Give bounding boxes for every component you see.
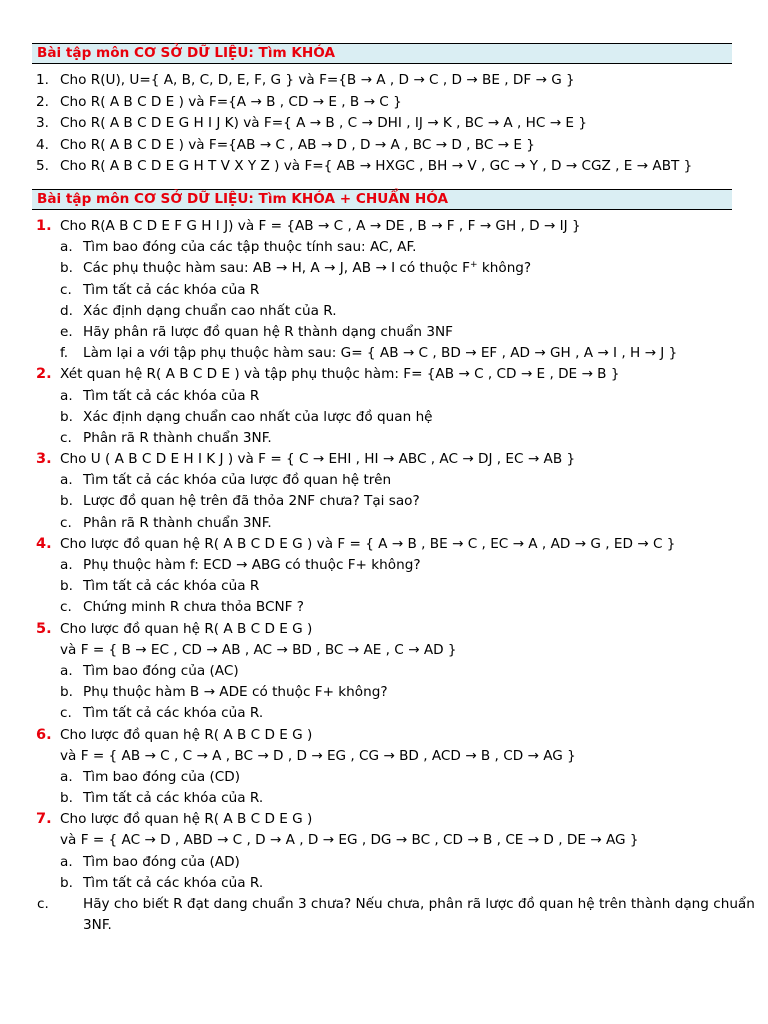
sub-question xyxy=(36,767,760,788)
sub-question-text: Tìm tất cả các khóa của R xyxy=(83,281,260,298)
sub-question xyxy=(36,470,760,491)
question-text: Cho lược đồ quan hệ R( A B C D E G ) và F = { A → B , BE → C , EC → A , AD → G , ED → C } xyxy=(60,535,676,552)
exercise-text: Cho R( A B C D E ) và F={A → B , CD → E , B → C } xyxy=(60,93,402,110)
question-text-continued: và F = { AC → D , ABD → C , D → A , D → EG , DG → BC , CD → B , CE → D , DE → AG } xyxy=(60,832,639,849)
question-number: 3. xyxy=(36,451,52,468)
sub-question xyxy=(36,703,760,724)
sub-question-letter: a. xyxy=(60,768,73,785)
question-text: Cho lược đồ quan hệ R( A B C D E G ) xyxy=(60,726,313,743)
sub-question xyxy=(36,852,760,873)
sub-question-letter: c. xyxy=(60,705,72,722)
sub-question xyxy=(36,280,760,301)
question-item xyxy=(36,619,760,640)
question-number: 5. xyxy=(36,620,52,637)
normalization-exercise-list xyxy=(36,216,760,936)
sub-question xyxy=(36,491,760,512)
sub-question-text: Tìm bao đóng của (CD) xyxy=(83,768,241,785)
sub-question-letter: c. xyxy=(60,514,72,531)
sub-question-text: Xác định dạng chuẩn cao nhất của R. xyxy=(83,302,337,319)
exercise-item xyxy=(36,135,756,157)
exercise-number: 2. xyxy=(36,93,49,110)
sub-question xyxy=(36,258,760,279)
sub-question-text: Phân rã R thành chuẩn 3NF. xyxy=(83,514,272,531)
question-item xyxy=(36,449,760,470)
question-item xyxy=(36,809,760,830)
sub-question-letter: b. xyxy=(60,684,73,701)
sub-question-letter: a. xyxy=(60,387,73,404)
key-exercise-list xyxy=(36,70,756,178)
sub-question-text: Tìm bao đóng của các tập thuộc tính sau: AC, AF. xyxy=(83,239,417,256)
section1-title: Bài tập môn CƠ SỞ DỮ LIỆU: Tìm KHÓA xyxy=(32,43,732,64)
sub-question-text: Tìm tất cả các khóa của R. xyxy=(83,790,264,807)
question-number: 4. xyxy=(36,535,52,552)
sub-question-letter: c. xyxy=(60,281,72,298)
sub-question xyxy=(36,237,760,258)
sub-question xyxy=(36,322,760,343)
sub-question-text: Tìm tất cả các khóa của R xyxy=(83,578,260,595)
sub-question xyxy=(36,597,760,618)
sub-question-letter: a. xyxy=(60,472,73,489)
question-text: Xét quan hệ R( A B C D E ) và tập phụ thuộc hàm: F= {AB → C , CD → E , DE → B } xyxy=(60,366,620,383)
sub-question-letter: f. xyxy=(60,345,69,362)
question-number: 1. xyxy=(36,218,52,234)
sub-question-letter: e. xyxy=(60,323,73,340)
question-text-continued: và F = { B → EC , CD → AB , AC → BD , BC → AE , C → AD } xyxy=(60,641,457,658)
sub-question-letter: a. xyxy=(60,662,73,679)
sub-question xyxy=(36,894,760,936)
sub-question-text: Tìm bao đóng của (AC) xyxy=(83,662,239,679)
sub-question-letter: c. xyxy=(37,896,49,912)
sub-question-text: Phụ thuộc hàm B → ADE có thuộc F+ không? xyxy=(83,684,388,701)
sub-question-letter: b. xyxy=(60,408,73,425)
question-number: 6. xyxy=(36,726,52,743)
question-item xyxy=(36,725,760,746)
sub-question-text-end: không? xyxy=(477,260,532,277)
sub-question-letter: b. xyxy=(60,578,73,595)
question-text: Cho U ( A B C D E H I K J ) và F = { C → EHI , HI → ABC , AC → DJ , EC → AB } xyxy=(60,451,576,468)
sub-question-letter: a. xyxy=(60,239,73,256)
exercise-item xyxy=(36,70,756,92)
sub-question xyxy=(36,428,760,449)
exercise-number: 3. xyxy=(36,115,49,131)
sub-question-text: Xác định dạng chuẩn cao nhất của lược đồ quan hệ xyxy=(83,408,433,425)
sub-question xyxy=(36,513,760,534)
sub-question-text: Làm lại a với tập phụ thuộc hàm sau: G= { AB → C , BD → EF , AD → GH , A → I , H → J } xyxy=(83,345,678,362)
exercise-number: 1. xyxy=(36,72,49,88)
exercise-item xyxy=(36,113,756,135)
question-number: 2. xyxy=(36,366,52,383)
question-text: Cho R(A B C D E F G H I J) và F = {AB → C , A → DE , B → F , F → GH , D → IJ } xyxy=(60,218,581,234)
sub-question-text: Các phụ thuộc hàm sau: AB → H, A → J, AB → I có thuộc F xyxy=(83,260,471,277)
question-text: Cho lược đồ quan hệ R( A B C D E G ) xyxy=(60,811,313,828)
sub-question-text: Tìm tất cả các khóa của lược đồ quan hệ trên xyxy=(83,472,392,489)
sub-question-letter: b. xyxy=(60,874,73,891)
exercise-text: Cho R(U), U={ A, B, C, D, E, F, G } và F={B → A , D → C , D → BE , DF → G } xyxy=(60,72,575,88)
sub-question-text: Chứng minh R chưa thỏa BCNF ? xyxy=(83,599,304,616)
question-item xyxy=(36,216,760,237)
sub-question-text: Lược đồ quan hệ trên đã thỏa 2NF chưa? Tại sao? xyxy=(83,493,420,510)
exercise-text: Cho R( A B C D E G H T V X Y Z ) và F={ AB → HXGC , BH → V , GC → Y , D → CGZ , E → ABT } xyxy=(60,158,693,174)
sub-question-letter: b. xyxy=(60,493,73,510)
sub-question-text: Tìm tất cả các khóa của R xyxy=(83,387,260,404)
question-item xyxy=(36,534,760,555)
sub-question xyxy=(36,682,760,703)
sub-question-letter: b. xyxy=(60,260,73,277)
sub-question xyxy=(36,873,760,894)
sub-question xyxy=(36,661,760,682)
sub-question xyxy=(36,555,760,576)
sub-question-text: Phụ thuộc hàm f: ECD → ABG có thuộc F+ không? xyxy=(83,557,421,573)
exercise-text: Cho R( A B C D E G H I J K) và F={ A → B , C → DHI , IJ → K , BC → A , HC → E } xyxy=(60,115,587,131)
sub-question-text: Tìm tất cả các khóa của R. xyxy=(83,705,264,722)
sub-question-text: Hãy phân rã lược đồ quan hệ R thành dạng chuẩn 3NF xyxy=(83,323,453,340)
exercise-number: 5. xyxy=(36,158,49,174)
sub-question-letter: a. xyxy=(60,557,73,573)
question-number: 7. xyxy=(36,811,52,828)
sub-question-letter: b. xyxy=(60,790,73,807)
exercise-text: Cho R( A B C D E ) và F={AB → C , AB → D , D → A , BC → D , BC → E } xyxy=(60,136,535,153)
sub-question xyxy=(36,788,760,809)
superscript: + xyxy=(470,260,478,271)
sub-question xyxy=(36,576,760,597)
question-text-continued: và F = { AB → C , C → A , BC → D , D → EG , CG → BD , ACD → B , CD → AG } xyxy=(60,747,576,764)
sub-question xyxy=(36,343,760,364)
sub-question-text: Hãy cho biết R đạt dang chuẩn 3 chưa? Nếu chưa, phân rã lược đồ quan hệ trên thành dạng chuẩn 3NF. xyxy=(83,896,755,934)
sub-question xyxy=(36,301,760,322)
sub-question-text: Phân rã R thành chuẩn 3NF. xyxy=(83,429,272,446)
sub-question-text: Tìm tất cả các khóa của R. xyxy=(83,874,264,891)
question-text: Cho lược đồ quan hệ R( A B C D E G ) xyxy=(60,620,313,637)
exercise-number: 4. xyxy=(36,136,49,153)
sub-question-letter: d. xyxy=(60,302,73,319)
sub-question xyxy=(36,407,760,428)
exercise-item xyxy=(36,92,756,114)
sub-question xyxy=(36,386,760,407)
question-item xyxy=(36,364,760,385)
section2-title: Bài tập môn CƠ SỞ DỮ LIỆU: Tìm KHÓA + CHUẨN HÓA xyxy=(32,189,732,210)
sub-question-letter: c. xyxy=(60,599,72,616)
sub-question-text: Tìm bao đóng của (AD) xyxy=(83,853,240,870)
exercise-item xyxy=(36,156,756,178)
sub-question-letter: c. xyxy=(60,429,72,446)
sub-question-letter: a. xyxy=(60,853,73,870)
